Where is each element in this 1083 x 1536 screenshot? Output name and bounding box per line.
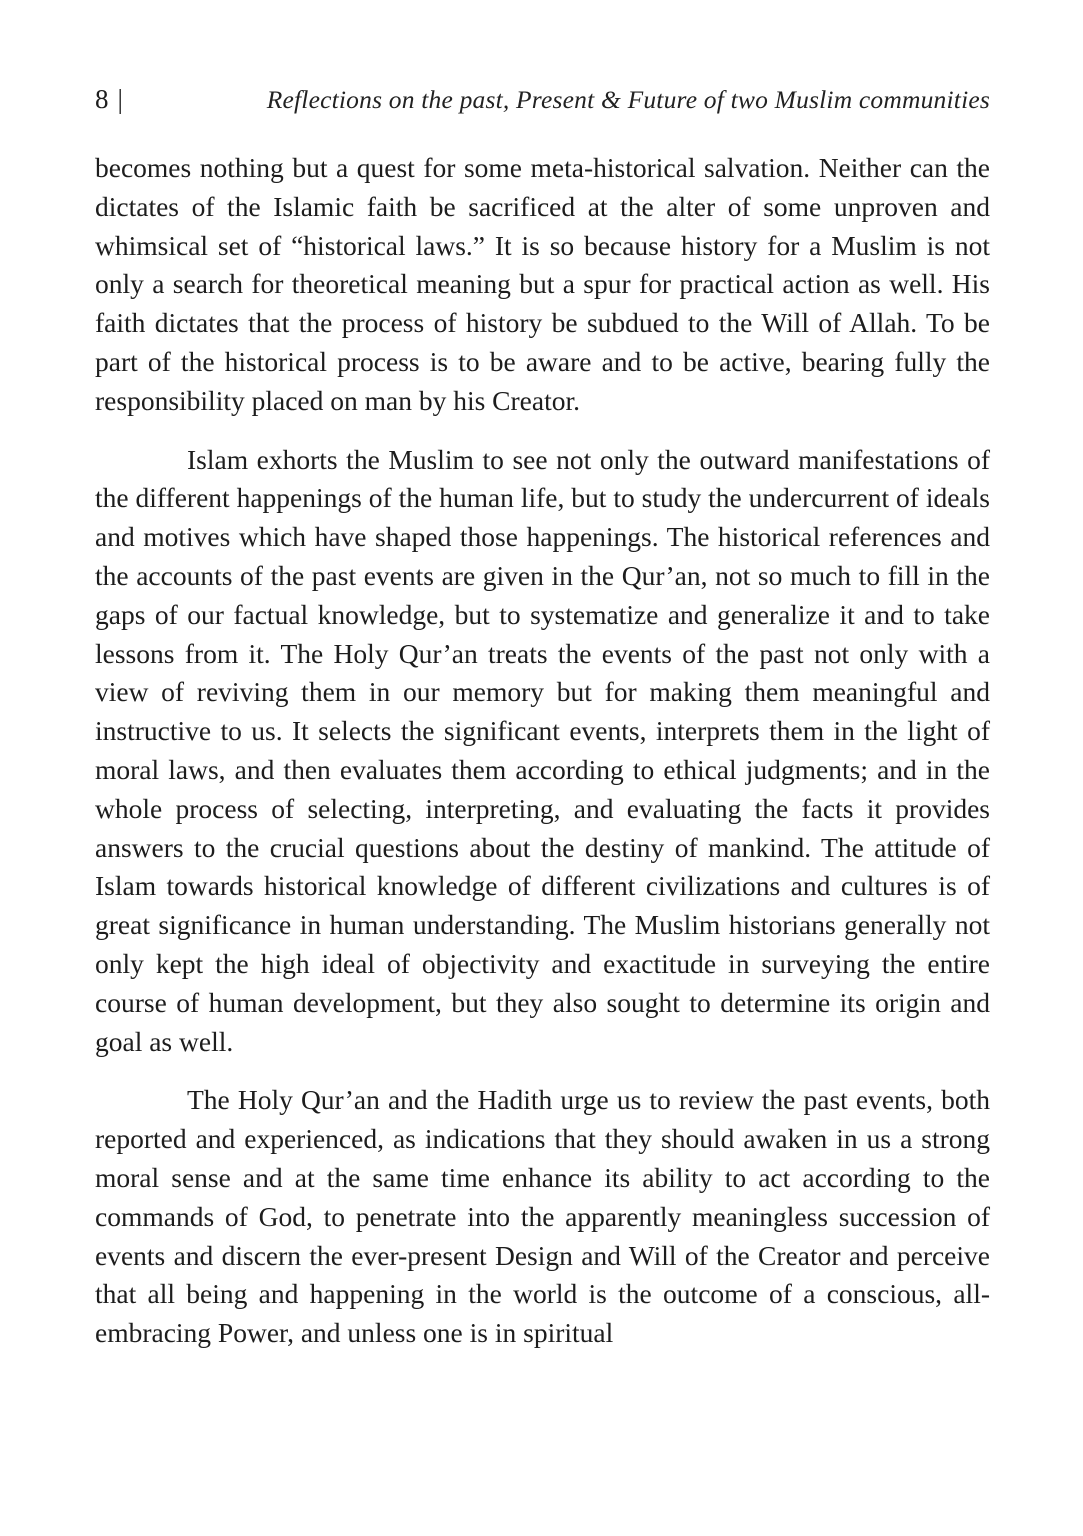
running-title: Reflections on the past, Present & Future of two Muslim communities <box>266 85 990 114</box>
paragraph-2: Islam exhorts the Muslim to see not only the outward manifestations of the different happenings of the human life, but to study the undercurrent of ideals and motives which have shaped those happenings. The historical references and the accounts of the past events are given in the Qur’an, not so much to fill in the gaps of our factual knowledge, but to systematize and generalize it and to take lessons from it. The Holy Qur’an treats the events of the past not only with a view of reviving them in our memory but for making them meaningful and instructive to us. It selects the significant events, interprets them in the light of moral laws, and then evaluates them according to ethical judgments; and in the whole process of selecting, interpreting, and evaluating the facts it provides answers to the crucial questions about the destiny of mankind. The attitude of Islam towards historical knowledge of different civilizations and cultures is of great significance in human understanding. The Muslim historians generally not only kept the high ideal of objectivity and exactitude in surveying the entire course of human development, but they also sought to determine its origin and goal as well. <box>95 443 990 1057</box>
header-separator: | <box>117 84 124 114</box>
page-number-value: 8 <box>95 84 110 114</box>
paragraph-1: becomes nothing but a quest for some meta-historical salvation. Neither can the dictates of the Islamic faith be sacrificed at the alter of some unproven and whimsical set of “historical laws.” It is so because history for a Muslim is not only a search for theoretical meaning but a spur for practical action as well. His faith dictates that the process of history be subdued to the Will of Allah. To be part of the historical process is to be aware and to be active, bearing fully the responsibility placed on man by his Creator. <box>95 152 990 416</box>
page-body <box>95 149 990 1353</box>
paragraph-3: The Holy Qur’an and the Hadith urge us to review the past events, both reported and experienced, as indications that they should awaken in us a strong moral sense and at the same time enhance its ability to act according to the commands of God, to penetrate into the apparently meaningless succession of events and discern the ever-present Design and Will of the Creator and perceive that all being and happening in the world is the outcome of a conscious, all- embracing Power, and unless one is in spiritual <box>95 1084 990 1349</box>
page-header <box>95 84 990 115</box>
page-number <box>95 84 124 115</box>
